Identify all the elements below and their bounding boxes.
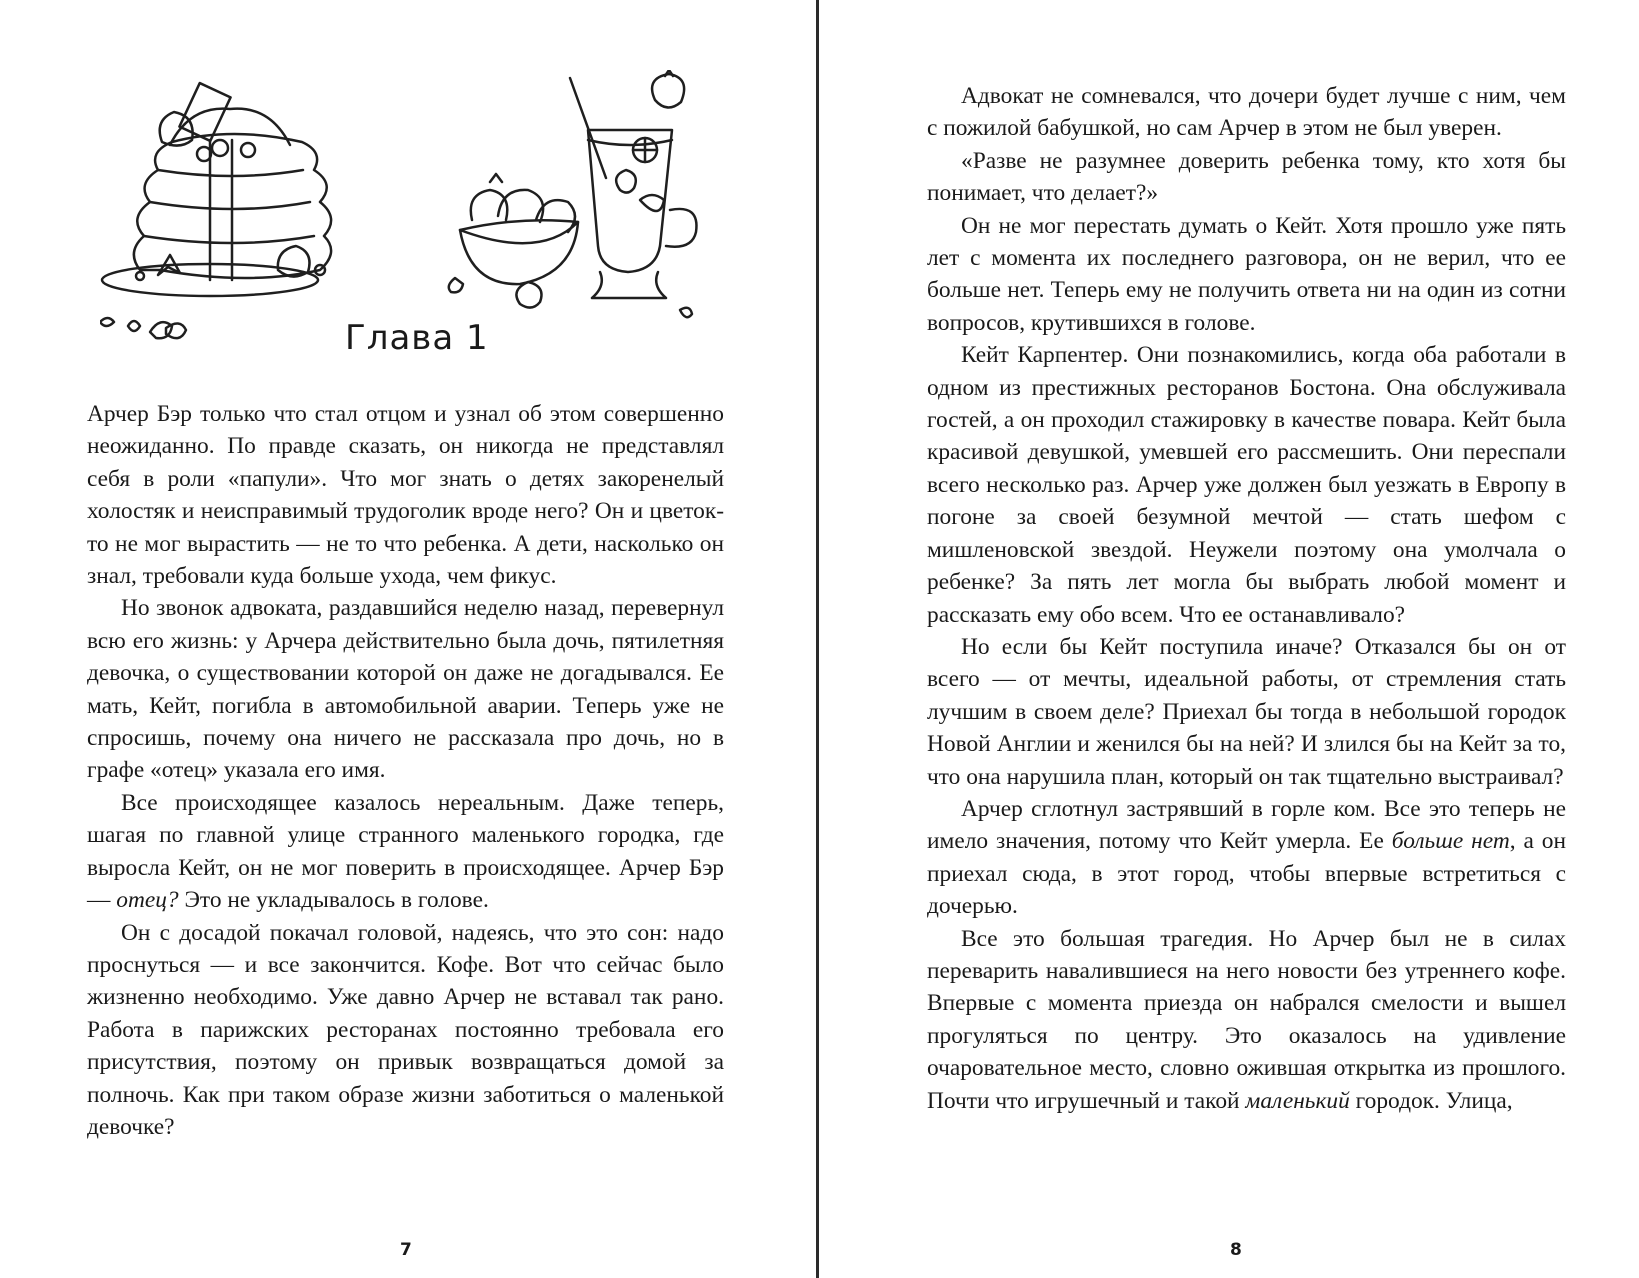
text-run: Это не укладывалось в голове. <box>178 887 489 914</box>
text-run: Адвокат не сомневался, что дочери будет лучше с ним, чем с пожилой бабушкой, но сам Арчер в этом не был уверен. <box>927 83 1566 142</box>
text-run: Все это большая трагедия. Но Арчер был не в силах переварить навалившиеся на него новости без утреннего кофе. Впервые с момента приезда он набрался смелости и вышел прогуляться по центру. Это оказалось на удивление очаровательное место, словно ожившая открытка из прошлого. Почти что игрушечный и такой <box>927 925 1566 1114</box>
paragraph <box>87 787 724 917</box>
italic-text: больше нет <box>1391 828 1510 855</box>
text-run: Арчер Бэр только что стал отцом и узнал об этом совершенно неожиданно. По правде сказать, он никогда не представлял себя в роли «папули». Что мог знать о детях закоренелый холостяк и неисправимый трудоголик вроде него? Он и цветок-то не мог вырастить — не то что ребенка. А дети, насколько он знал, требовали куда больше ухода, чем фикус. <box>87 401 724 590</box>
paragraph <box>927 793 1566 923</box>
text-run: Но если бы Кейт поступила иначе? Отказался бы он от всего — от мечты, идеальной работы, от стремления стать лучшим в своем деле? Приехал бы тогда в небольшой городок Новой Англии и женился бы на ней? И злился бы на Кейт за то, что она нарушила план, который он так тщательно выстраивал? <box>927 633 1566 790</box>
paragraph <box>927 80 1566 145</box>
lemonade-glass-icon <box>570 70 696 317</box>
text-run: , а он приехал сюда, в этот город, чтобы впервые встретиться с дочерью. <box>927 828 1566 920</box>
paragraph <box>87 592 724 786</box>
strawberry-bowl-icon <box>449 174 578 308</box>
paragraph <box>87 398 724 592</box>
page-number: 7 <box>400 1240 412 1260</box>
paragraph <box>927 923 1566 1117</box>
page-text <box>87 398 724 1143</box>
book-spine-divider <box>816 0 819 1278</box>
text-run: городок. Улица, <box>1349 1087 1513 1114</box>
text-run: Арчер сглотнул застрявший в горле ком. Все это теперь не имело значения, потому что Кейт умерла. Ее <box>927 795 1566 855</box>
left-page <box>0 0 817 1278</box>
page-text <box>927 80 1566 1117</box>
paragraph <box>87 917 724 1144</box>
text-run: Все происходящее казалось нереальным. Даже теперь, шагая по главной улице странного маленького городка, где выросла Кейт, он не мог поверить в происходящее. Арчер Бэр — <box>87 789 724 914</box>
paragraph <box>927 339 1566 631</box>
pancake-stack-icon <box>102 83 331 296</box>
paragraph <box>927 210 1566 340</box>
text-run: «Разве не разумнее доверить ребенка тому, кто хотя бы понимает, что делает?» <box>927 147 1566 207</box>
text-run: Кейт Карпентер. Они познакомились, когда оба работали в одном из престижных ресторанов Бостона. Она обслуживала гостей, а он проходил стажировку в качестве повара. Кейт была красивой девушкой, умевшей его рассмешить. Они переспали всего несколько раз. Арчер уже должен был уезжать в Европу в погоне за своей безумной мечтой — стать шефом с мишленовской звездой. Неужели поэтому она умолчала о ребенке? За пять лет могла бы выбрать любой момент и рассказать ему обо всем. Что ее останавливало? <box>927 342 1566 628</box>
text-run: Но звонок адвоката, раздавшийся неделю назад, перевернул всю его жизнь: у Арчера действительно была дочь, пятилетняя девочка, о существовании которой он даже не догадывался. Ее мать, Кейт, погибла в автомобильной аварии. Теперь уже не спросишь, почему она ничего не рассказала про дочь, но в графе «отец» указала его имя. <box>87 595 724 784</box>
text-run: Он с досадой покачал головой, надеясь, что это сон: надо проснуться — и все закончится. Кофе. Вот что сейчас было жизненно необходимо. Уже давно Арчер не вставал так рано. Работа в парижских ресторанах постоянно требовала его присутствия, поэтому он привык возвращаться домой за полночь. Как при таком образе жизни заботиться о маленькой девочке? <box>87 919 724 1140</box>
paragraph <box>927 145 1566 210</box>
italic-text: отец? <box>116 887 179 914</box>
chapter-illustration <box>100 70 700 360</box>
page-number: 8 <box>1230 1240 1242 1260</box>
chapter-title: Глава 1 <box>345 318 489 358</box>
right-page <box>820 0 1639 1278</box>
paragraph <box>927 631 1566 793</box>
italic-text: маленький <box>1245 1087 1350 1114</box>
text-run: Он не мог перестать думать о Кейт. Хотя прошло уже пять лет с момента их последнего разговора, он не верил, что ее больше нет. Теперь ему не получить ответа ни на один из сотни вопросов, крутившихся в голове. <box>927 212 1566 336</box>
